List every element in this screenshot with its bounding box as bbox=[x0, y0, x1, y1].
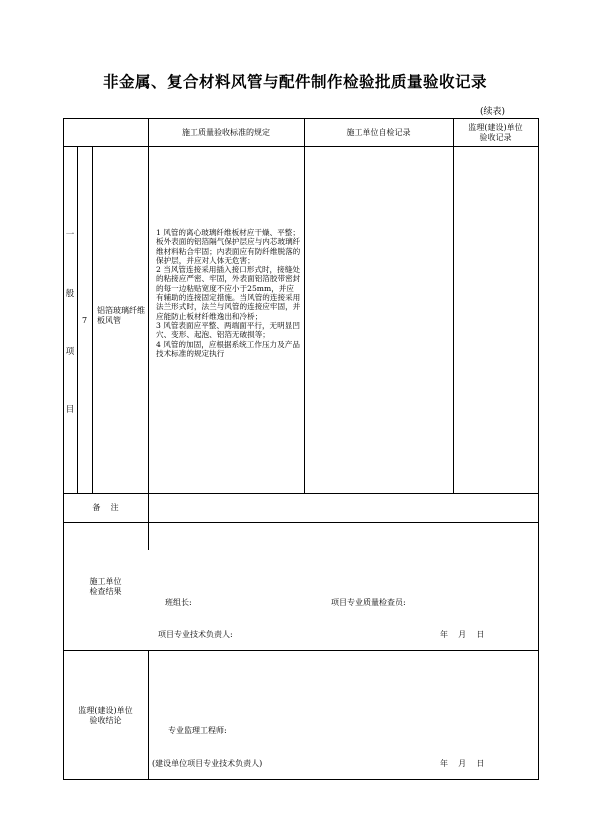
header-supervision-line1: 监理(建设)单位 bbox=[468, 123, 523, 132]
header-standard: 施工质量验收标准的规定 bbox=[182, 128, 270, 137]
supervision-date: 年 月 日 bbox=[440, 759, 485, 768]
team-leader-label: 班组长: bbox=[165, 598, 192, 607]
header-supervision-line2: 验收记录 bbox=[479, 133, 512, 142]
category-char-2: 般 bbox=[65, 289, 75, 299]
supervision-label-line1: 监理(建设)单位 bbox=[78, 706, 133, 715]
tech-lead-label: 项目专业技术负责人: bbox=[158, 630, 233, 639]
category-char-1: 一 bbox=[65, 230, 75, 240]
requirement-1: 1 风管的离心玻璃纤维板材应干燥、平整；板外表面的铝箔隔气保护层应与内芯玻璃纤维材料粘合牢固；内表面应有防纤维脱落的保护层，并应对人体无危害； bbox=[156, 228, 301, 265]
construction-label-line2: 检查结果 bbox=[89, 587, 122, 596]
item-number: 7 bbox=[81, 316, 88, 325]
supervision-label-line2: 验收结论 bbox=[89, 716, 122, 725]
category-char-4: 目 bbox=[65, 405, 75, 415]
supervision-engineer-label: 专业监理工程师: bbox=[168, 726, 227, 735]
item-requirements bbox=[156, 228, 301, 358]
category-char-3: 项 bbox=[65, 347, 75, 357]
construction-label-line1: 施工单位 bbox=[89, 577, 122, 586]
item-name: 铝箔玻璃纤维板风管 bbox=[97, 306, 145, 325]
header-self-check: 施工单位自检记录 bbox=[346, 128, 411, 137]
page-title: 非金属、复合材料风管与配件制作检验批质量验收记录 bbox=[102, 73, 487, 91]
requirement-2: 2 当风管连接采用插入接口形式时，接缝处的粘接应严密、牢固，外表面铝箔胶带密封的每一边粘贴宽度不应小于25mm，并应有辅助的连接固定措施。当风管的连接采用法兰形式时，法兰与风管的连接应牢固，并应能防止板材纤维逸出和冷桥； bbox=[156, 265, 301, 321]
requirement-4: 4 风管的加固，应根据系统工作压力及产品技术标准的规定执行 bbox=[156, 339, 300, 358]
remarks-label: 备 注 bbox=[92, 503, 119, 512]
construction-date: 年 月 日 bbox=[440, 630, 485, 639]
requirement-3: 3 风管表面应平整、两端面平行，无明显凹穴、变形、起泡、铝箔无破损等； bbox=[156, 320, 300, 340]
quality-inspector-label: 项目专业质量检查员: bbox=[331, 598, 406, 607]
continued-note: (续表) bbox=[480, 107, 506, 117]
owner-tech-lead-label: (建设单位项目专业技术负责人) bbox=[152, 759, 263, 768]
